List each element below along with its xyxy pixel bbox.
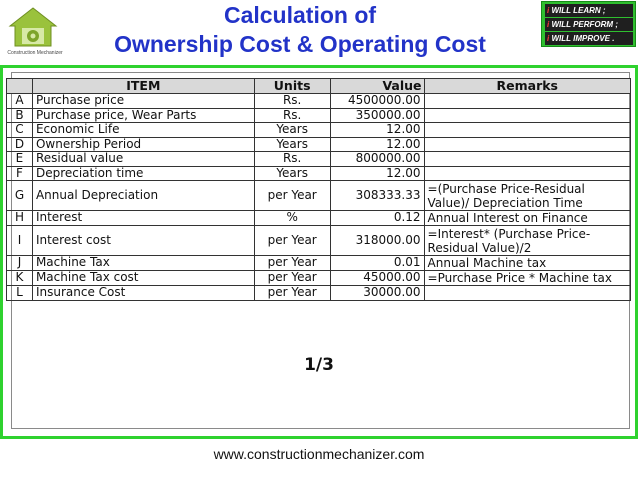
company-logo xyxy=(4,6,62,56)
page-indicator: 1/3 xyxy=(304,355,334,375)
logo-caption: Construction Mechanizer xyxy=(7,50,63,56)
row-value: 318000.00 xyxy=(330,226,424,256)
footer-url[interactable]: www.constructionmechanizer.com xyxy=(213,446,425,462)
row-units: Years xyxy=(254,166,330,181)
row-letter: I xyxy=(7,226,33,256)
row-value: 800000.00 xyxy=(330,152,424,167)
row-value: 45000.00 xyxy=(330,271,424,286)
row-item: Purchase price xyxy=(32,94,254,109)
table-row xyxy=(7,181,631,211)
row-remarks: =(Purchase Price-Residual Value)/ Depreciation Time xyxy=(424,181,630,211)
row-units: Years xyxy=(254,123,330,138)
row-units: per Year xyxy=(254,256,330,271)
header-value: Value xyxy=(330,79,424,94)
row-letter: L xyxy=(7,286,33,301)
row-item: Interest cost xyxy=(32,226,254,256)
row-letter: G xyxy=(7,181,33,211)
header-item: ITEM xyxy=(32,79,254,94)
row-item: Interest xyxy=(32,211,254,226)
table-row xyxy=(7,166,631,181)
row-units: Rs. xyxy=(254,94,330,109)
row-units: % xyxy=(254,211,330,226)
row-letter: F xyxy=(7,166,33,181)
row-item: Machine Tax cost xyxy=(32,271,254,286)
row-remarks xyxy=(424,137,630,152)
row-letter: B xyxy=(7,108,33,123)
table-row xyxy=(7,108,631,123)
row-value: 12.00 xyxy=(330,166,424,181)
row-units: Years xyxy=(254,137,330,152)
row-units: per Year xyxy=(254,271,330,286)
row-remarks xyxy=(424,123,630,138)
row-letter: K xyxy=(7,271,33,286)
row-value: 12.00 xyxy=(330,123,424,138)
row-value: 30000.00 xyxy=(330,286,424,301)
row-remarks: Annual Machine tax xyxy=(424,256,630,271)
motto-text-3: WILL IMPROVE . xyxy=(551,34,615,43)
cost-table xyxy=(6,78,631,301)
row-value: 0.01 xyxy=(330,256,424,271)
table-row xyxy=(7,211,631,226)
row-letter: J xyxy=(7,256,33,271)
row-remarks xyxy=(424,286,630,301)
table-row xyxy=(7,226,631,256)
row-letter: E xyxy=(7,152,33,167)
row-item: Ownership Period xyxy=(32,137,254,152)
table-row xyxy=(7,286,631,301)
row-letter: A xyxy=(7,94,33,109)
row-remarks: Annual Interest on Finance xyxy=(424,211,630,226)
header-remarks: Remarks xyxy=(424,79,630,94)
table-row xyxy=(7,152,631,167)
table-row xyxy=(7,271,631,286)
row-item: Insurance Cost xyxy=(32,286,254,301)
motto-text-2: WILL PERFORM ; xyxy=(551,20,618,29)
row-remarks: =Purchase Price * Machine tax xyxy=(424,271,630,286)
row-units: Rs. xyxy=(254,152,330,167)
row-value: 12.00 xyxy=(330,137,424,152)
table-row xyxy=(7,256,631,271)
row-remarks xyxy=(424,166,630,181)
header-units: Units xyxy=(254,79,330,94)
table-row xyxy=(7,137,631,152)
row-remarks xyxy=(424,94,630,109)
motto-line-3: i WILL IMPROVE . xyxy=(545,32,633,45)
row-value: 4500000.00 xyxy=(330,94,424,109)
row-item: Machine Tax xyxy=(32,256,254,271)
header-letter xyxy=(7,79,33,94)
motto-badge xyxy=(541,1,636,47)
table-row xyxy=(7,94,631,109)
page-title-line-2: Ownership Cost & Operating Cost xyxy=(114,31,486,57)
row-letter: H xyxy=(7,211,33,226)
page-title-line-1: Calculation of xyxy=(223,2,377,28)
table-header-row xyxy=(7,79,631,94)
row-value: 308333.33 xyxy=(330,181,424,211)
row-value: 350000.00 xyxy=(330,108,424,123)
row-letter: D xyxy=(7,137,33,152)
row-value: 0.12 xyxy=(330,211,424,226)
row-item: Economic Life xyxy=(32,123,254,138)
motto-line-2: i WILL PERFORM ; xyxy=(545,18,633,31)
house-logo-icon xyxy=(4,6,62,50)
row-units: per Year xyxy=(254,286,330,301)
row-letter: C xyxy=(7,123,33,138)
row-units: per Year xyxy=(254,181,330,211)
row-remarks xyxy=(424,108,630,123)
motto-text-1: WILL LEARN ; xyxy=(551,6,606,15)
table-row xyxy=(7,123,631,138)
motto-line-1: i WILL LEARN ; xyxy=(545,4,633,17)
row-remarks xyxy=(424,152,630,167)
row-units: per Year xyxy=(254,226,330,256)
row-units: Rs. xyxy=(254,108,330,123)
row-item: Residual value xyxy=(32,152,254,167)
row-remarks: =Interest* (Purchase Price-Residual Value)/2 xyxy=(424,226,630,256)
row-item: Purchase price, Wear Parts xyxy=(32,108,254,123)
row-item: Depreciation time xyxy=(32,166,254,181)
row-item: Annual Depreciation xyxy=(32,181,254,211)
